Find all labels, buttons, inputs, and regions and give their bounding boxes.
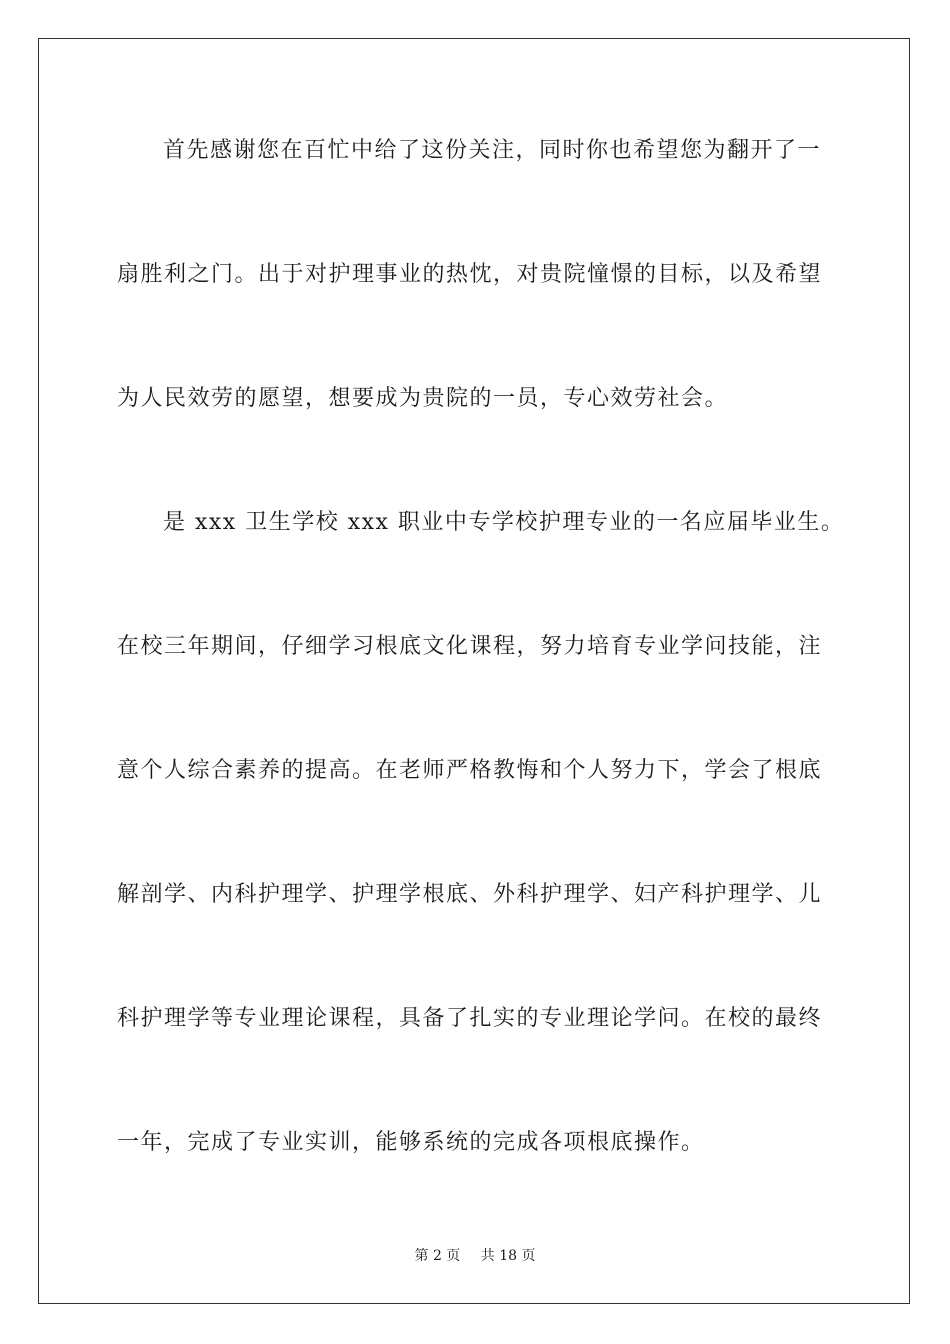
page-frame bbox=[38, 38, 910, 1304]
paragraph-line: 扇胜利之门。出于对护理事业的热忱，对贵院憧憬的目标，以及希望 bbox=[117, 262, 823, 287]
paragraph-line: 是 xxx 卫生学校 xxx 职业中专学校护理专业的一名应届毕业生。 bbox=[163, 510, 845, 535]
paragraph-line: 科护理学等专业理论课程，具备了扎实的专业理论学问。在校的最终 bbox=[117, 1006, 823, 1031]
paragraph-line: 一年，完成了专业实训，能够系统的完成各项根底操作。 bbox=[117, 1130, 705, 1155]
page-footer bbox=[0, 1246, 950, 1266]
paragraph-line: 解剖学、内科护理学、护理学根底、外科护理学、妇产科护理学、儿 bbox=[117, 882, 823, 907]
page-total: 共 18 页 bbox=[480, 1248, 536, 1264]
paragraph-line: 为人民效劳的愿望，想要成为贵院的一员，专心效劳社会。 bbox=[117, 386, 729, 411]
page-number: 第 2 页 bbox=[414, 1248, 461, 1264]
paragraph-line: 意个人综合素养的提高。在老师严格教悔和个人努力下，学会了根底 bbox=[117, 758, 823, 783]
paragraph-line: 在校三年期间，仔细学习根底文化课程，努力培育专业学问技能，注 bbox=[117, 634, 823, 659]
paragraph-line: 首先感谢您在百忙中给了这份关注，同时你也希望您为翻开了一 bbox=[163, 138, 822, 163]
